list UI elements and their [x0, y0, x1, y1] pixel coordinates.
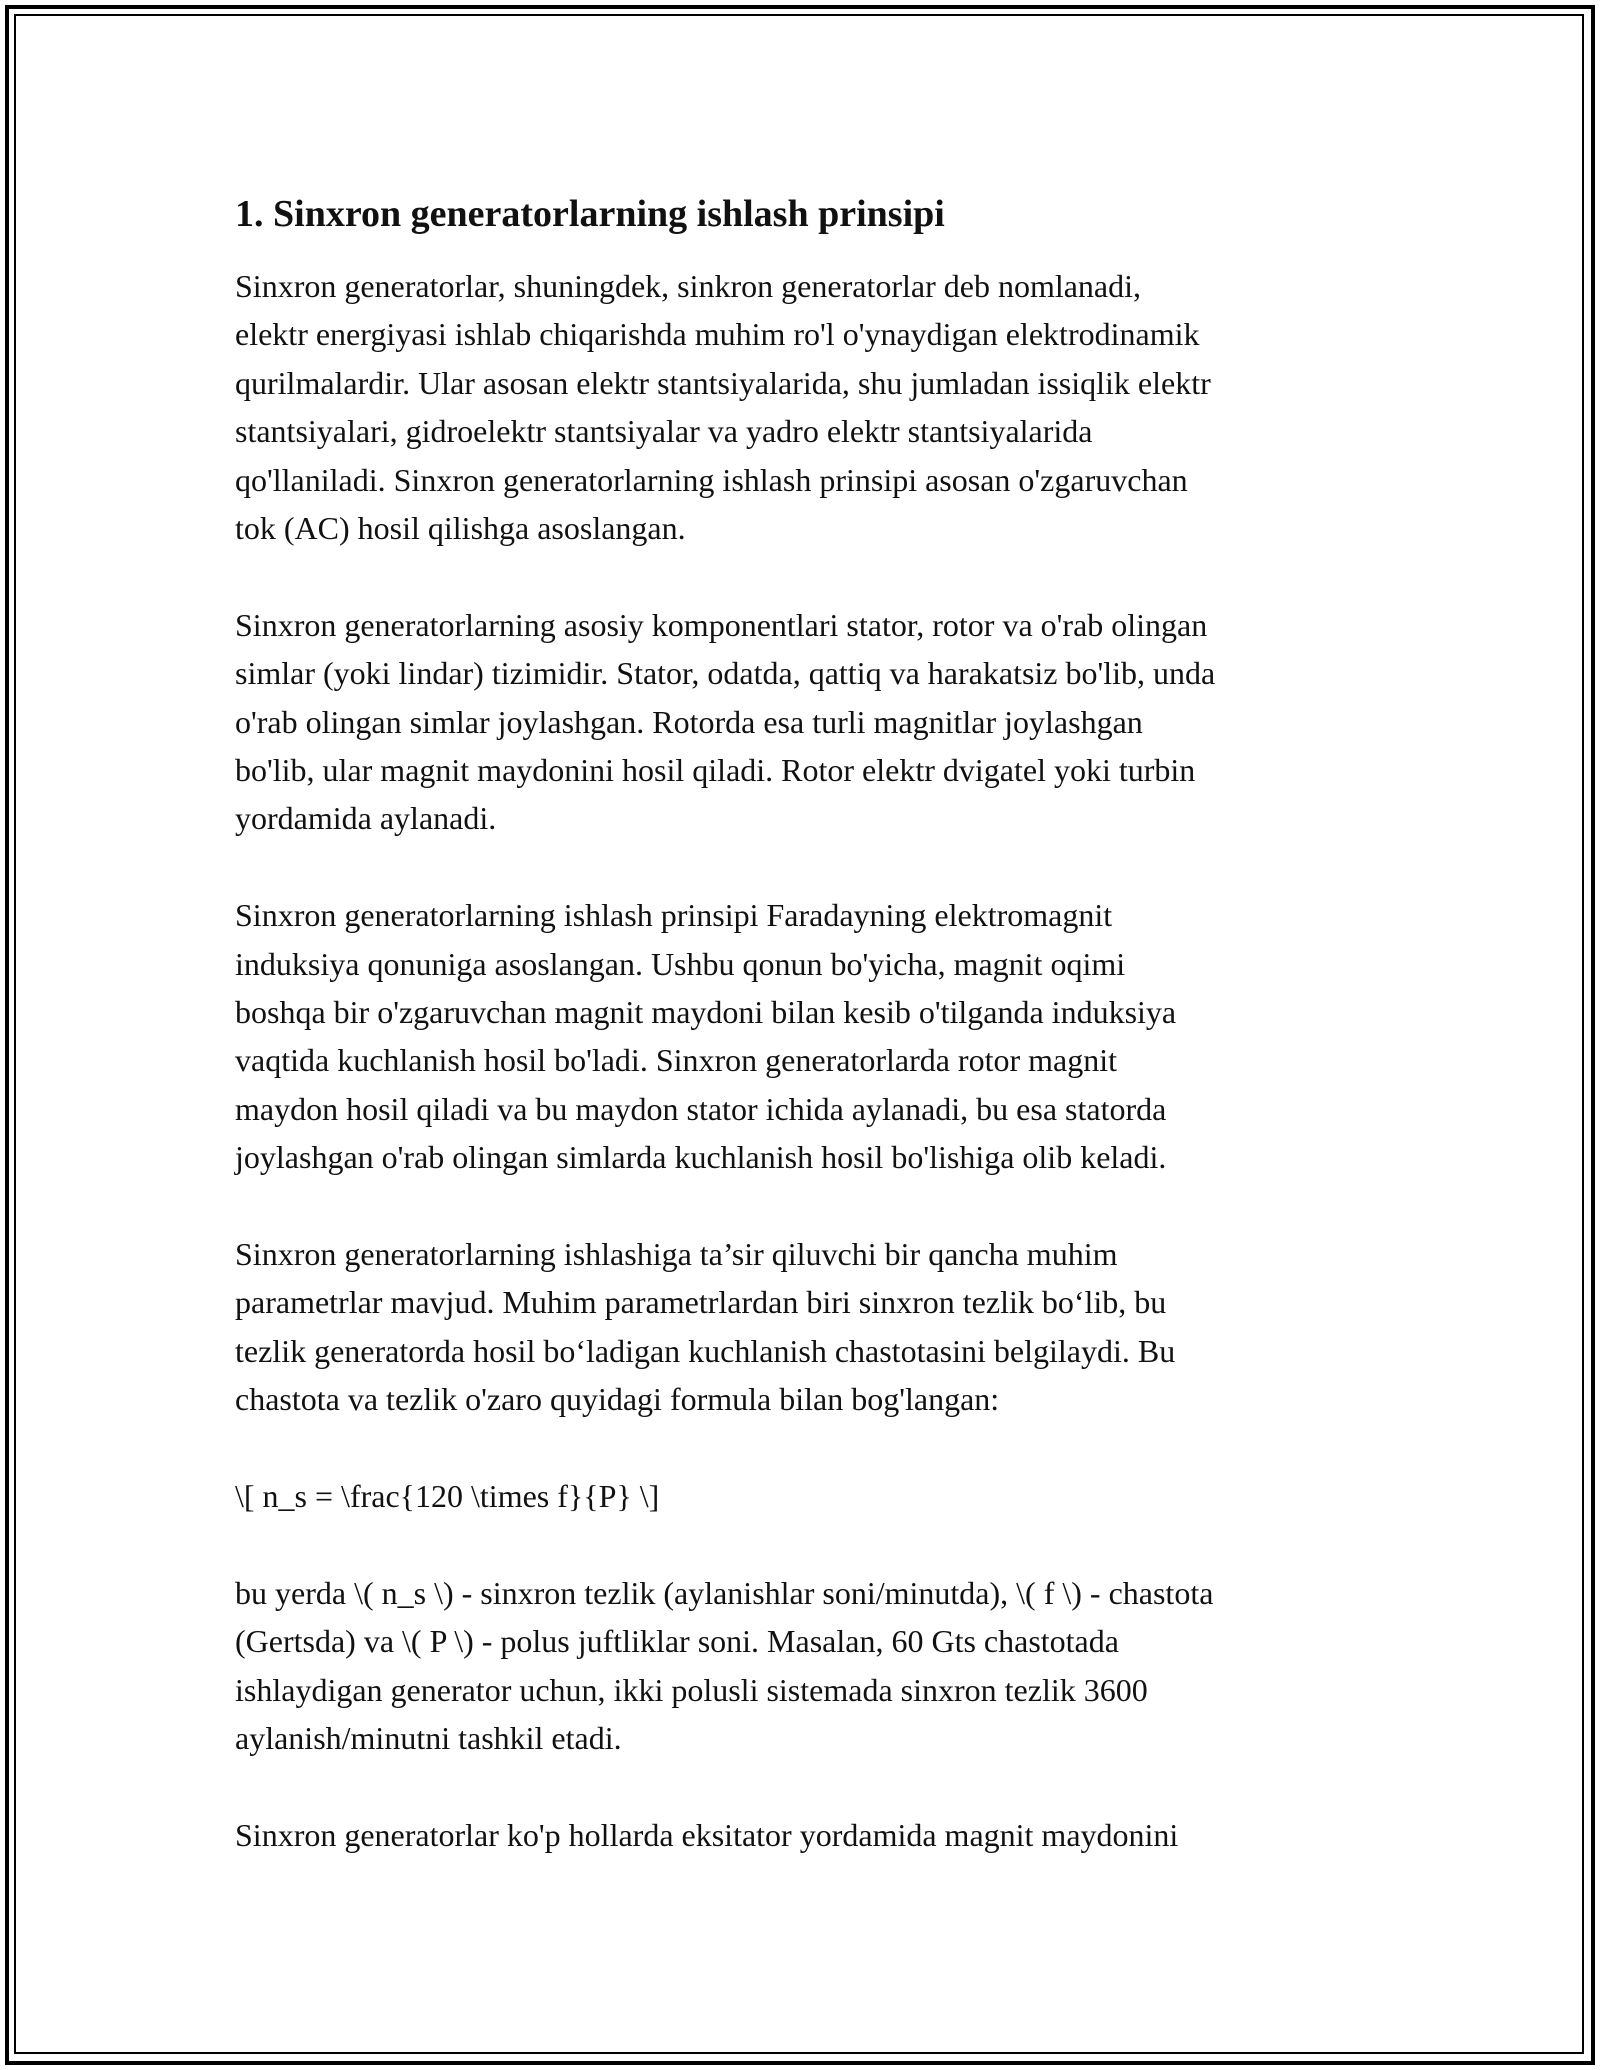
paragraph-components: Sinxron generatorlarning asosiy komponentlari stator, rotor va o'rab olingan simlar (yoki lindar) tizimidir. Stator, odatda, qattiq va harakatsiz bo'lib, unda o'rab olingan simlar joylashgan. Rotorda esa turli magnitlar joylashgan bo'lib, ular magnit maydonini hosil qiladi. Rotor elektr dvigatel yoki turbin yordamida aylanadi.: [235, 606, 1216, 837]
document-body: [235, 188, 1365, 1908]
paragraph-exciter: Sinxron generatorlar ko'p hollarda eksitator yordamida magnit maydonini: [235, 1816, 1179, 1853]
formula-synchronous-speed: \[ n_s = \frac{120 \times f}{P} \]: [235, 1478, 660, 1515]
section-title: 1. Sinxron generatorlarning ishlash prinsipi: [235, 193, 945, 235]
paragraph-faraday: Sinxron generatorlarning ishlash prinsipi Faradayning elektromagnit induksiya qonuniga asoslangan. Ushbu qonun bo'yicha, magnit oqimi boshqa bir o'zgaruvchan magnit maydoni bilan kesib o'tilganda induksiya vaqtida kuchlanish hosil bo'ladi. Sinxron generatorlarda rotor magnit maydon hosil qiladi va bu maydon stator ichida aylanadi, bu esa statorda joylashgan o'rab olingan simlarda kuchlanish hosil bo'lishiga olib keladi.: [235, 897, 1177, 1176]
paragraph-intro: Sinxron generatorlar, shuningdek, sinkron generatorlar deb nomlanadi, elektr energiyasi ishlab chiqarishda muhim ro'l o'ynaydigan elektrodinamik qurilmalardir. Ular asosan elektr stantsiyalarida, shu jumladan issiqlik elektr stantsiyalari, gidroelektr stantsiyalar va yadro elektr stantsiyalarida qo'llaniladi. Sinxron generatorlarning ishlash prinsipi asosan o'zgaruvchan tok (AC) hosil qilishga asoslangan.: [235, 268, 1211, 547]
paragraph-parameters: Sinxron generatorlarning ishlashiga ta’sir qiluvchi bir qancha muhim parametrlar mavjud. Muhim parametrlardan biri sinxron tezlik bo‘lib, bu tezlik generatorda hosil bo‘ladigan kuchlanish chastotasini belgilaydi. Bu chastota va tezlik o'zaro quyidagi formula bilan bog'langan:: [235, 1236, 1176, 1418]
paragraph-formula-explanation: bu yerda \( n_s \) - sinxron tezlik (aylanishlar soni/minutda), \( f \) - chastota (Gertsda) va \( P \) - polus juftliklar soni. Masalan, 60 Gts chastotada ishlaydigan generator uchun, ikki polusli sistemada sinxron tezlik 3600 aylanish/minutni tashkil etadi.: [235, 1574, 1214, 1757]
